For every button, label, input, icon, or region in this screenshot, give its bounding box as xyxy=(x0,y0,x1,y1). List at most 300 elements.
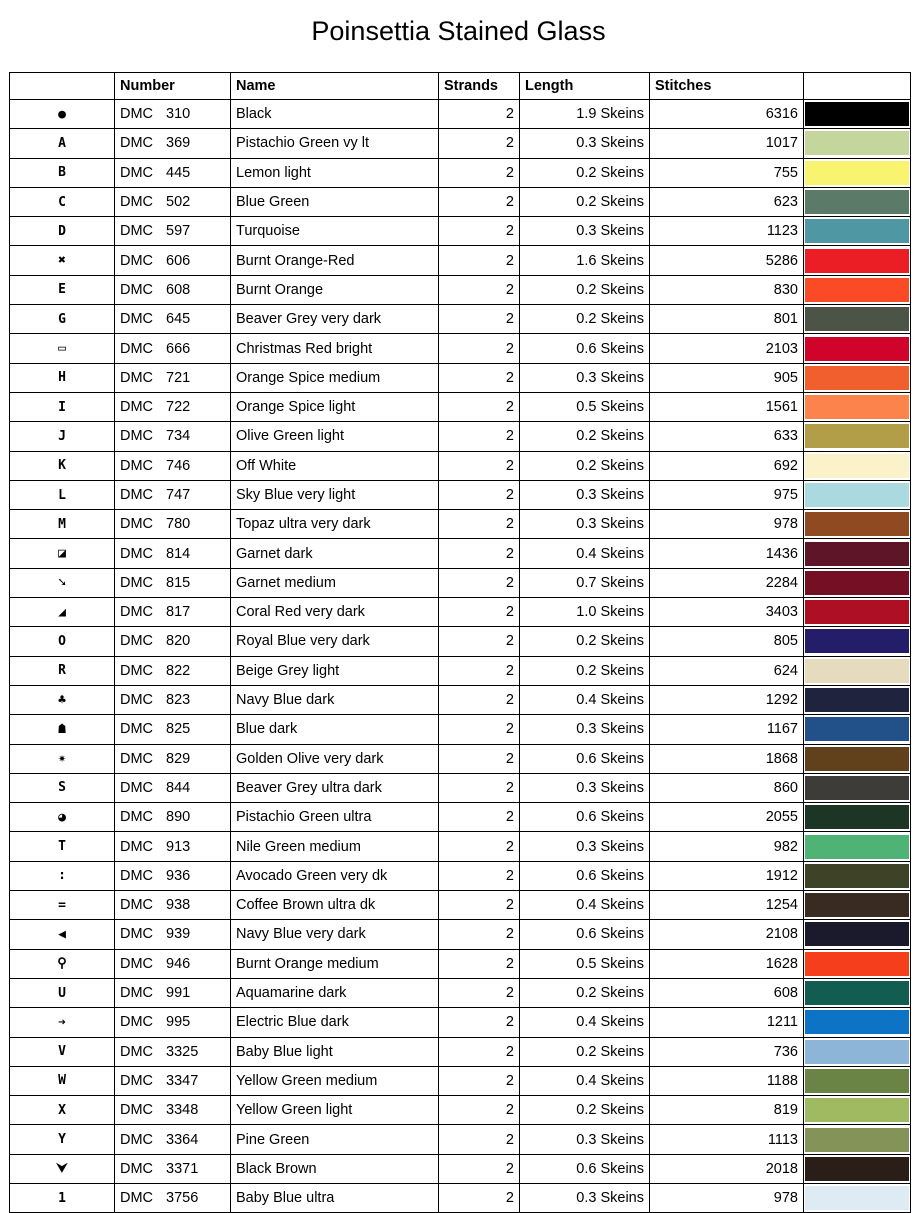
table-row xyxy=(10,978,911,1007)
floss-brand: DMC xyxy=(120,457,154,474)
color-swatch-cell xyxy=(804,598,911,627)
symbol-icon: S xyxy=(10,773,115,802)
strands-value: 2 xyxy=(439,920,520,949)
symbol-icon: ◀ xyxy=(10,920,115,949)
length-value: 0.7 Skeins xyxy=(520,568,650,597)
length-value: 1.9 Skeins xyxy=(520,100,650,129)
header-strands: Strands xyxy=(439,73,520,100)
floss-brand: DMC xyxy=(120,311,154,328)
length-value: 0.2 Skeins xyxy=(520,1096,650,1125)
color-swatch xyxy=(805,1010,909,1034)
stitches-value: 5286 xyxy=(650,246,804,275)
color-swatch-cell xyxy=(804,1183,911,1212)
color-swatch xyxy=(805,1069,909,1093)
color-swatch xyxy=(805,190,909,214)
color-swatch xyxy=(805,161,909,185)
length-value: 1.0 Skeins xyxy=(520,598,650,627)
stitches-value: 2055 xyxy=(650,803,804,832)
symbol-icon: I xyxy=(10,392,115,421)
symbol-icon: ➔ xyxy=(10,1008,115,1037)
floss-code: 597 xyxy=(166,223,191,240)
floss-brand: DMC xyxy=(120,399,154,416)
length-value: 0.6 Skeins xyxy=(520,334,650,363)
strands-value: 2 xyxy=(439,1066,520,1095)
color-swatch-cell xyxy=(804,480,911,509)
floss-name: Blue dark xyxy=(231,715,439,744)
stitches-value: 1292 xyxy=(650,685,804,714)
symbol-icon: X xyxy=(10,1096,115,1125)
stitches-value: 736 xyxy=(650,1037,804,1066)
symbol-icon: ◕ xyxy=(10,803,115,832)
color-swatch-cell xyxy=(804,861,911,890)
floss-number xyxy=(115,480,231,509)
color-swatch-cell xyxy=(804,832,911,861)
strands-value: 2 xyxy=(439,451,520,480)
table-body xyxy=(10,100,911,1213)
stitches-value: 623 xyxy=(650,187,804,216)
color-swatch xyxy=(805,1128,909,1152)
floss-name: Lemon light xyxy=(231,158,439,187)
floss-brand: DMC xyxy=(120,281,154,298)
length-value: 0.3 Skeins xyxy=(520,217,650,246)
strands-value: 2 xyxy=(439,1008,520,1037)
floss-number xyxy=(115,392,231,421)
floss-code: 938 xyxy=(166,897,191,914)
color-swatch-cell xyxy=(804,773,911,802)
floss-code: 606 xyxy=(166,252,191,269)
color-swatch-cell xyxy=(804,217,911,246)
length-value: 0.2 Skeins xyxy=(520,451,650,480)
length-value: 0.2 Skeins xyxy=(520,1037,650,1066)
length-value: 0.6 Skeins xyxy=(520,861,650,890)
floss-name: Nile Green medium xyxy=(231,832,439,861)
floss-number xyxy=(115,510,231,539)
length-value: 0.3 Skeins xyxy=(520,832,650,861)
floss-number xyxy=(115,451,231,480)
length-value: 0.3 Skeins xyxy=(520,510,650,539)
floss-code: 3756 xyxy=(166,1190,199,1207)
table-row xyxy=(10,803,911,832)
color-swatch-cell xyxy=(804,715,911,744)
strands-value: 2 xyxy=(439,715,520,744)
symbol-icon: ▭ xyxy=(10,334,115,363)
header-row xyxy=(10,73,911,100)
length-value: 0.2 Skeins xyxy=(520,978,650,1007)
floss-brand: DMC xyxy=(120,106,154,123)
stitches-value: 830 xyxy=(650,275,804,304)
strands-value: 2 xyxy=(439,627,520,656)
symbol-icon: G xyxy=(10,305,115,334)
floss-code: 913 xyxy=(166,838,191,855)
strands-value: 2 xyxy=(439,480,520,509)
floss-code: 995 xyxy=(166,1014,191,1031)
stitches-value: 1436 xyxy=(650,539,804,568)
header-stitches: Stitches xyxy=(650,73,804,100)
stitches-value: 1188 xyxy=(650,1066,804,1095)
table-row xyxy=(10,305,911,334)
floss-number xyxy=(115,978,231,1007)
color-swatch xyxy=(805,922,909,946)
floss-name: Burnt Orange medium xyxy=(231,949,439,978)
floss-number xyxy=(115,275,231,304)
symbol-icon: = xyxy=(10,891,115,920)
table-row xyxy=(10,129,911,158)
page-title: Poinsettia Stained Glass xyxy=(311,16,606,46)
strands-value: 2 xyxy=(439,392,520,421)
floss-code: 722 xyxy=(166,399,191,416)
floss-number xyxy=(115,891,231,920)
stitches-value: 1868 xyxy=(650,744,804,773)
color-swatch xyxy=(805,454,909,478)
floss-code: 645 xyxy=(166,311,191,328)
color-swatch xyxy=(805,424,909,448)
color-swatch xyxy=(805,805,909,829)
color-swatch-cell xyxy=(804,1125,911,1154)
table-row xyxy=(10,392,911,421)
symbol-icon: ◪ xyxy=(10,539,115,568)
floss-brand: DMC xyxy=(120,750,154,767)
color-swatch-cell xyxy=(804,891,911,920)
symbol-icon: R xyxy=(10,656,115,685)
table-row xyxy=(10,217,911,246)
length-value: 0.6 Skeins xyxy=(520,920,650,949)
color-swatch xyxy=(805,512,909,536)
floss-number xyxy=(115,363,231,392)
floss-code: 608 xyxy=(166,281,191,298)
header-color xyxy=(804,73,911,100)
color-swatch xyxy=(805,278,909,302)
floss-name: Orange Spice light xyxy=(231,392,439,421)
stitches-value: 2018 xyxy=(650,1154,804,1183)
floss-brand: DMC xyxy=(120,223,154,240)
table-row xyxy=(10,1066,911,1095)
stitches-value: 755 xyxy=(650,158,804,187)
stitches-value: 2284 xyxy=(650,568,804,597)
floss-number xyxy=(115,715,231,744)
floss-brand: DMC xyxy=(120,1014,154,1031)
length-value: 0.5 Skeins xyxy=(520,392,650,421)
length-value: 0.2 Skeins xyxy=(520,627,650,656)
floss-brand: DMC xyxy=(120,1102,154,1119)
floss-name: Sky Blue very light xyxy=(231,480,439,509)
strands-value: 2 xyxy=(439,598,520,627)
floss-name: Olive Green light xyxy=(231,422,439,451)
color-swatch xyxy=(805,131,909,155)
header-number: Number xyxy=(115,73,231,100)
floss-number xyxy=(115,861,231,890)
symbol-icon: M xyxy=(10,510,115,539)
symbol-icon: J xyxy=(10,422,115,451)
color-swatch xyxy=(805,102,909,126)
length-value: 0.4 Skeins xyxy=(520,891,650,920)
floss-code: 3371 xyxy=(166,1160,199,1177)
symbol-icon: U xyxy=(10,978,115,1007)
floss-number xyxy=(115,1008,231,1037)
length-value: 0.3 Skeins xyxy=(520,363,650,392)
floss-name: Navy Blue very dark xyxy=(231,920,439,949)
strands-value: 2 xyxy=(439,891,520,920)
color-swatch-cell xyxy=(804,539,911,568)
table-row xyxy=(10,363,911,392)
color-swatch xyxy=(805,366,909,390)
floss-brand: DMC xyxy=(120,369,154,386)
floss-brand: DMC xyxy=(120,662,154,679)
floss-brand: DMC xyxy=(120,1160,154,1177)
floss-number xyxy=(115,656,231,685)
strands-value: 2 xyxy=(439,129,520,158)
table-row xyxy=(10,832,911,861)
floss-number xyxy=(115,100,231,129)
floss-code: 780 xyxy=(166,516,191,533)
color-swatch xyxy=(805,571,909,595)
stitches-value: 905 xyxy=(650,363,804,392)
symbol-icon: ⮟ xyxy=(10,1154,115,1183)
floss-name: Blue Green xyxy=(231,187,439,216)
length-value: 0.3 Skeins xyxy=(520,129,650,158)
table-row xyxy=(10,539,911,568)
floss-name: Royal Blue very dark xyxy=(231,627,439,656)
color-swatch xyxy=(805,1186,909,1210)
floss-name: Black xyxy=(231,100,439,129)
symbol-icon: ● xyxy=(10,100,115,129)
stitches-value: 1123 xyxy=(650,217,804,246)
floss-number xyxy=(115,187,231,216)
floss-code: 734 xyxy=(166,428,191,445)
table-row xyxy=(10,422,911,451)
table-row xyxy=(10,744,911,773)
floss-brand: DMC xyxy=(120,574,154,591)
table-row xyxy=(10,920,911,949)
symbol-icon: B xyxy=(10,158,115,187)
length-value: 0.2 Skeins xyxy=(520,422,650,451)
floss-brand: DMC xyxy=(120,340,154,357)
symbol-icon: K xyxy=(10,451,115,480)
color-swatch-cell xyxy=(804,1066,911,1095)
length-value: 0.4 Skeins xyxy=(520,539,650,568)
symbol-icon: V xyxy=(10,1037,115,1066)
floss-name: Yellow Green medium xyxy=(231,1066,439,1095)
strands-value: 2 xyxy=(439,803,520,832)
table-row xyxy=(10,1125,911,1154)
length-value: 0.2 Skeins xyxy=(520,275,650,304)
stitches-value: 982 xyxy=(650,832,804,861)
table-row xyxy=(10,100,911,129)
table-row xyxy=(10,598,911,627)
floss-brand: DMC xyxy=(120,897,154,914)
stitches-value: 1167 xyxy=(650,715,804,744)
symbol-icon: ✷ xyxy=(10,744,115,773)
floss-code: 3348 xyxy=(166,1102,199,1119)
strands-value: 2 xyxy=(439,539,520,568)
floss-code: 823 xyxy=(166,692,191,709)
strands-value: 2 xyxy=(439,363,520,392)
floss-name: Beaver Grey very dark xyxy=(231,305,439,334)
color-swatch-cell xyxy=(804,803,911,832)
length-value: 0.5 Skeins xyxy=(520,949,650,978)
floss-name: Beaver Grey ultra dark xyxy=(231,773,439,802)
length-value: 0.4 Skeins xyxy=(520,1066,650,1095)
length-value: 0.6 Skeins xyxy=(520,803,650,832)
color-swatch-cell xyxy=(804,129,911,158)
stitches-value: 1254 xyxy=(650,891,804,920)
floss-number xyxy=(115,1154,231,1183)
stitches-value: 978 xyxy=(650,510,804,539)
length-value: 0.6 Skeins xyxy=(520,744,650,773)
stitches-value: 978 xyxy=(650,1183,804,1212)
length-value: 0.2 Skeins xyxy=(520,187,650,216)
floss-brand: DMC xyxy=(120,164,154,181)
floss-name: Navy Blue dark xyxy=(231,685,439,714)
floss-number xyxy=(115,773,231,802)
color-swatch xyxy=(805,835,909,859)
strands-value: 2 xyxy=(439,568,520,597)
color-swatch-cell xyxy=(804,949,911,978)
floss-number xyxy=(115,803,231,832)
table-row xyxy=(10,656,911,685)
length-value: 0.3 Skeins xyxy=(520,1125,650,1154)
floss-brand: DMC xyxy=(120,604,154,621)
strands-value: 2 xyxy=(439,1125,520,1154)
symbol-icon: ♣ xyxy=(10,685,115,714)
table-row xyxy=(10,773,911,802)
floss-number xyxy=(115,920,231,949)
floss-number xyxy=(115,539,231,568)
strands-value: 2 xyxy=(439,744,520,773)
floss-name: Coral Red very dark xyxy=(231,598,439,627)
floss-code: 825 xyxy=(166,721,191,738)
floss-number xyxy=(115,598,231,627)
floss-brand: DMC xyxy=(120,516,154,533)
symbol-icon: ➘ xyxy=(10,568,115,597)
floss-name: Orange Spice medium xyxy=(231,363,439,392)
header-symbol xyxy=(10,73,115,100)
length-value: 1.6 Skeins xyxy=(520,246,650,275)
table-row xyxy=(10,187,911,216)
color-swatch xyxy=(805,952,909,976)
color-swatch-cell xyxy=(804,627,911,656)
color-swatch-cell xyxy=(804,187,911,216)
table-row xyxy=(10,246,911,275)
floss-code: 3364 xyxy=(166,1131,199,1148)
symbol-icon: T xyxy=(10,832,115,861)
length-value: 0.6 Skeins xyxy=(520,1154,650,1183)
symbol-icon: ✖ xyxy=(10,246,115,275)
stitches-value: 1561 xyxy=(650,392,804,421)
strands-value: 2 xyxy=(439,217,520,246)
floss-number xyxy=(115,685,231,714)
floss-number xyxy=(115,1037,231,1066)
floss-number xyxy=(115,568,231,597)
color-swatch xyxy=(805,776,909,800)
floss-number xyxy=(115,246,231,275)
floss-name: Pistachio Green ultra xyxy=(231,803,439,832)
color-swatch xyxy=(805,688,909,712)
floss-code: 3347 xyxy=(166,1072,199,1089)
color-swatch xyxy=(805,483,909,507)
symbol-icon: L xyxy=(10,480,115,509)
color-swatch-cell xyxy=(804,978,911,1007)
floss-brand: DMC xyxy=(120,985,154,1002)
table-row xyxy=(10,715,911,744)
color-swatch-cell xyxy=(804,451,911,480)
table-row xyxy=(10,158,911,187)
strands-value: 2 xyxy=(439,773,520,802)
strands-value: 2 xyxy=(439,275,520,304)
symbol-icon: O xyxy=(10,627,115,656)
floss-code: 721 xyxy=(166,369,191,386)
stitches-value: 608 xyxy=(650,978,804,1007)
floss-brand: DMC xyxy=(120,1131,154,1148)
floss-brand: DMC xyxy=(120,779,154,796)
color-swatch xyxy=(805,981,909,1005)
stitches-value: 1113 xyxy=(650,1125,804,1154)
color-swatch-cell xyxy=(804,363,911,392)
strands-value: 2 xyxy=(439,832,520,861)
floss-code: 3325 xyxy=(166,1043,199,1060)
symbol-icon: ◢ xyxy=(10,598,115,627)
color-swatch-cell xyxy=(804,685,911,714)
symbol-icon: W xyxy=(10,1066,115,1095)
color-swatch-cell xyxy=(804,246,911,275)
table-row xyxy=(10,1154,911,1183)
floss-brand: DMC xyxy=(120,1043,154,1060)
floss-code: 822 xyxy=(166,662,191,679)
symbol-icon: C xyxy=(10,187,115,216)
color-swatch-cell xyxy=(804,744,911,773)
color-swatch xyxy=(805,1098,909,1122)
floss-name: Off White xyxy=(231,451,439,480)
floss-brand: DMC xyxy=(120,838,154,855)
color-swatch xyxy=(805,1157,909,1181)
color-swatch xyxy=(805,659,909,683)
table-row xyxy=(10,891,911,920)
color-swatch xyxy=(805,219,909,243)
length-value: 0.3 Skeins xyxy=(520,480,650,509)
symbol-icon: E xyxy=(10,275,115,304)
color-swatch-cell xyxy=(804,392,911,421)
table-row xyxy=(10,861,911,890)
floss-code: 815 xyxy=(166,574,191,591)
floss-code: 820 xyxy=(166,633,191,650)
floss-name: Electric Blue dark xyxy=(231,1008,439,1037)
strands-value: 2 xyxy=(439,422,520,451)
strands-value: 2 xyxy=(439,1037,520,1066)
color-swatch xyxy=(805,1040,909,1064)
floss-name: Beige Grey light xyxy=(231,656,439,685)
table-row xyxy=(10,1183,911,1212)
color-swatch-cell xyxy=(804,1096,911,1125)
floss-name: Topaz ultra very dark xyxy=(231,510,439,539)
stitches-value: 6316 xyxy=(650,100,804,129)
length-value: 0.3 Skeins xyxy=(520,715,650,744)
color-swatch-cell xyxy=(804,1037,911,1066)
stitches-value: 633 xyxy=(650,422,804,451)
floss-brand: DMC xyxy=(120,692,154,709)
floss-code: 369 xyxy=(166,135,191,152)
stitches-value: 2108 xyxy=(650,920,804,949)
floss-name: Christmas Red bright xyxy=(231,334,439,363)
stitches-value: 1628 xyxy=(650,949,804,978)
stitches-value: 1912 xyxy=(650,861,804,890)
floss-number xyxy=(115,422,231,451)
floss-brand: DMC xyxy=(120,252,154,269)
floss-name: Burnt Orange xyxy=(231,275,439,304)
strands-value: 2 xyxy=(439,861,520,890)
floss-number xyxy=(115,744,231,773)
floss-brand: DMC xyxy=(120,926,154,943)
strands-value: 2 xyxy=(439,978,520,1007)
color-swatch-cell xyxy=(804,275,911,304)
